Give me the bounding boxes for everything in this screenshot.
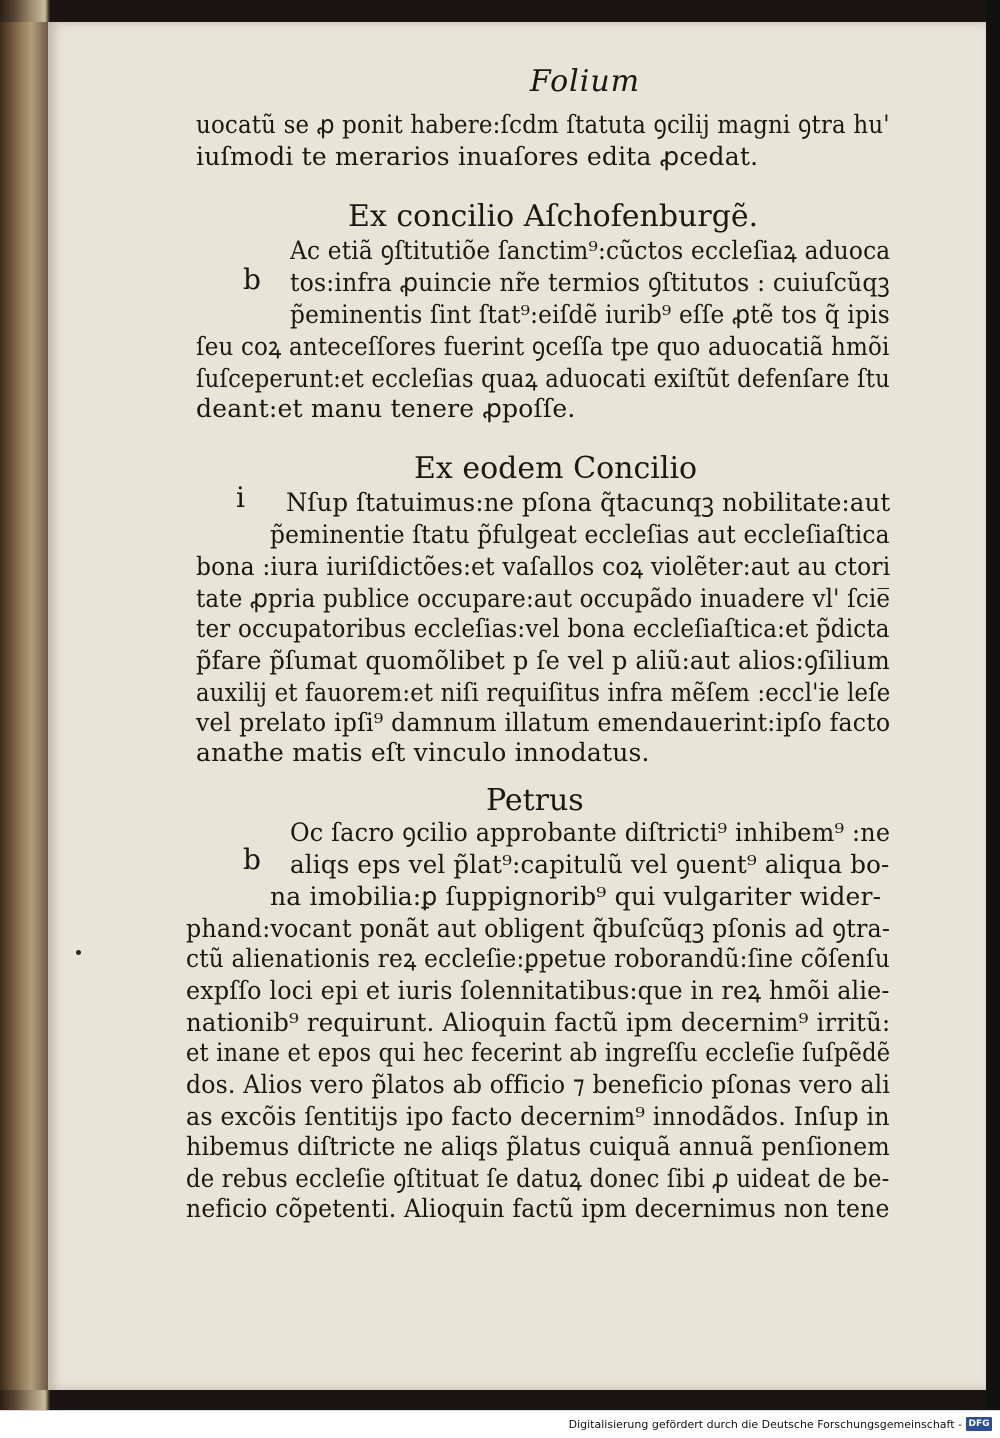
text-line: p̃eminentie ſtatu p̃fulgeat eccleſias aut eccleſiaſtica <box>270 520 890 549</box>
text-line: Oc ſacro ꝯcilio approbante diſtricti⁹ inhibem⁹ :ne <box>290 818 891 847</box>
text-line: p̃eminentis ſint ſtat⁹:eiſdẽ iurib⁹ eſſe ꝓtẽ tos q̃ ipis <box>290 300 890 329</box>
text-line: deant:et manu tenere ꝓpoſſe. <box>196 394 576 423</box>
text-line: bona :iura iuriſdictões:et vaſallos coꝝ violẽter:aut au ctori <box>196 552 891 581</box>
text-line: Ac etiã ꝯſtitutiõe ſanctim⁹:cũctos eccleſiaꝝ aduoca <box>290 236 891 265</box>
text-line: iuſmodi te merarios inuaſores edita ꝓcedat. <box>196 142 759 171</box>
text-line: p̃fare p̃ſumat quomõlibet p ſe vel p aliũ:aut alios:ꝯſilium <box>196 646 891 675</box>
text-line: ctũ alienationis reꝝ eccleſie:ꝑpetue roborandũ:ſine cõſenſu <box>186 944 891 973</box>
dfg-logo: DFG <box>966 1417 992 1431</box>
text-line: tos:infra ꝓuincie nr̃e termios ꝯſtitutos : cuiuſcũqꝫ <box>290 268 890 297</box>
marginal-letter: b <box>243 263 261 296</box>
section-heading: Petrus <box>486 783 584 818</box>
section-heading: Ex concilio Aſchofenburgẽ. <box>348 199 759 234</box>
text-line: Nſup ſtatuimus:ne pſona q̃tacunqꝫ nobilitate:aut <box>286 488 891 517</box>
right-scan-edge <box>986 0 1000 1410</box>
text-line: neficio cõpetenti. Alioquin factũ ipm decernimus non tene <box>186 1194 890 1223</box>
page-header: Folium <box>529 64 641 99</box>
text-line: expſſo loci epi et iuris ſolennitatibus:que in reꝝ hmõi alie- <box>186 976 890 1005</box>
ink-spot <box>76 950 81 955</box>
footer-bar <box>0 1410 1000 1438</box>
text-line: uocatũ se ꝓ ponit habere:ſcdm ſtatuta ꝯcilij magni ꝯtra hu' <box>196 110 890 139</box>
section-heading: Ex eodem Concilio <box>414 451 698 486</box>
text-line: aliqs eps vel p̃lat⁹:capitulũ vel ꝯuent⁹ aliqua bo- <box>290 850 890 879</box>
marginal-letter: b <box>243 843 261 876</box>
marginal-letter: i <box>236 481 245 514</box>
text-line: ſuſceperunt:et eccleſias quaꝝ aduocati exiſtũt defenſare ſtu <box>196 364 890 393</box>
funding-credit: Digitalisierung gefördert durch die Deutsche Forschungsgemeinschaft - <box>568 1418 962 1431</box>
text-line: anathe matis eſt vinculo innodatus. <box>196 738 650 767</box>
text-line: dos. Alios vero p̃latos ab officio ⁊ beneficio pſonas vero ali <box>186 1070 891 1099</box>
book-gutter <box>0 22 48 1390</box>
text-line: as excõis ſentitijs ipo facto decernim⁹ innodãdos. Inſup in <box>186 1102 890 1131</box>
text-line: vel prelato ipſi⁹ damnum illatum emendauerint:ipſo facto <box>196 708 891 737</box>
text-line: ter occupatoribus eccleſias:vel bona eccleſiaſtica:et p̃dicta <box>196 614 890 643</box>
text-line: de rebus eccleſie ꝯſtituat ſe datuꝝ donec ſibi ꝓ uideat de be- <box>186 1164 890 1193</box>
text-line: nationib⁹ requirunt. Alioquin factũ ipm decernim⁹ irritũ: <box>186 1008 891 1037</box>
text-line: phand:vocant ponãt aut obligent q̃buſcũqꝫ pſonis ad ꝯtra- <box>186 914 891 943</box>
text-line: auxilij et fauorem:et niſi requiſitus infra mẽſem :eccl'ie leſe <box>196 678 891 707</box>
text-line: ſeu coꝝ anteceſſores fuerint ꝯceſſa tpe quo aduocatiã hmõi <box>196 332 890 361</box>
text-line: et inane et epos qui hec fecerint ab ingreſſu eccleſie ſuſpẽdẽ <box>186 1038 891 1067</box>
text-line: hibemus diſtricte ne aliqs p̃latus cuiquã annuã penſionem <box>186 1132 890 1161</box>
text-line: na imobilia:ꝑ ſuppignorib⁹ qui vulgariter wider- <box>270 882 882 911</box>
text-line: tate ꝓpria publice occupare:aut occupãdo inuadere vl' ſcie̅ <box>196 584 891 613</box>
